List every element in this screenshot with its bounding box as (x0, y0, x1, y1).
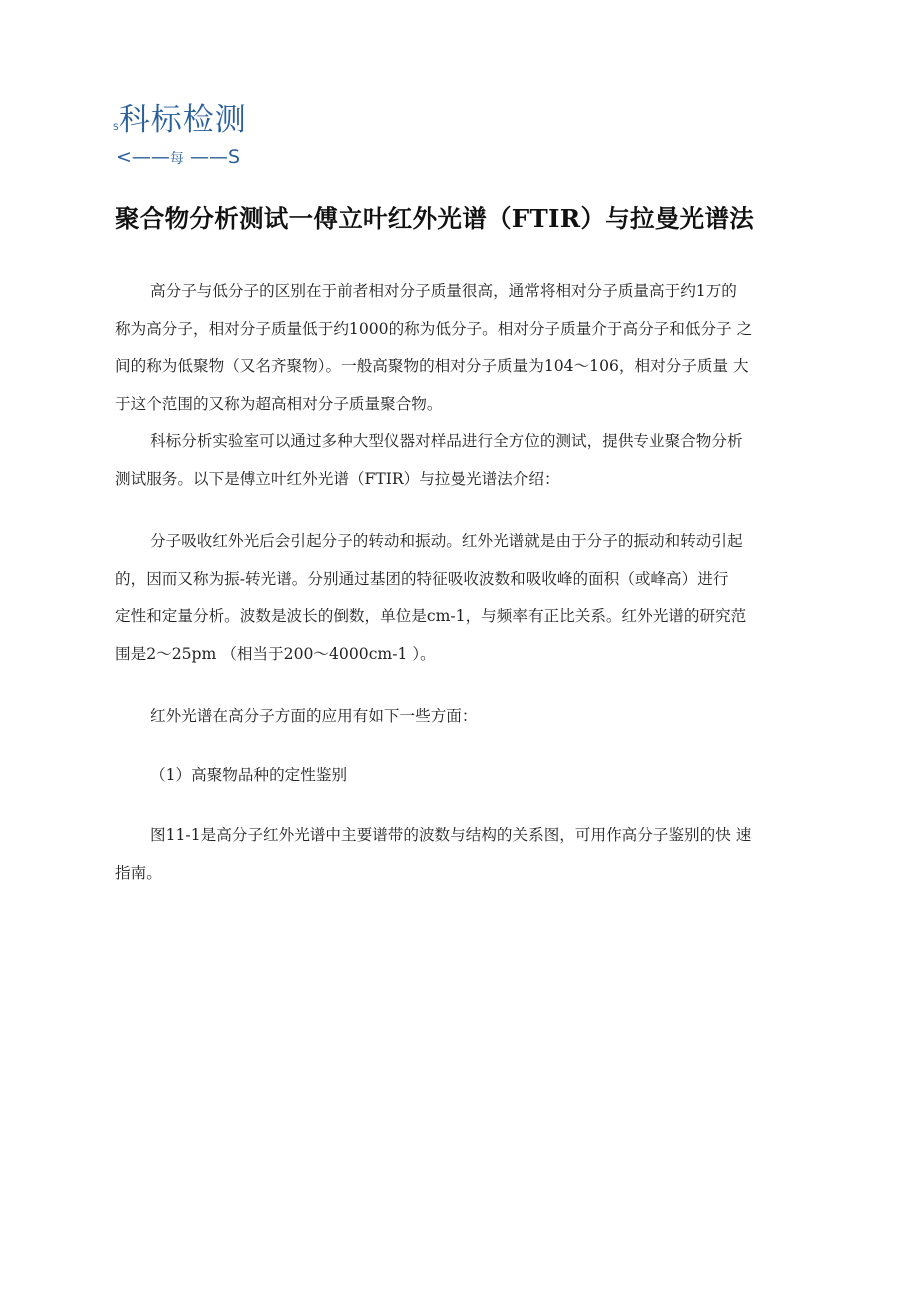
subline-left: <—— (116, 146, 170, 168)
paragraph-1 (115, 273, 835, 423)
paragraph-2 (115, 423, 835, 498)
text-line: 红外光谱在高分子方面的应用有如下一些方面： (150, 707, 478, 725)
text-line: 高分子与低分子的区别在于前者相对分子质量很高，通常将相对分子质量高于约1万的 (150, 282, 737, 300)
text-line: （1）高聚物品种的定性鉴别 (150, 766, 348, 784)
paragraph-3 (115, 523, 835, 673)
paragraph-5 (115, 757, 835, 795)
subline-right: ——S (183, 146, 241, 168)
text-line: 分子吸收红外光后会引起分子的转动和振动。红外光谱就是由于分子的振动和转动引起 (150, 532, 743, 550)
text-line: 定性和定量分析。波数是波长的倒数，单位是cm-1，与频率有正比关系。红外光谱的研究范 (115, 607, 747, 625)
logo-subline (116, 146, 240, 168)
logo (113, 94, 247, 139)
text-line: 称为高分子，相对分子质量低于约1000的称为低分子。相对分子质量介于高分子和低分子 之 (115, 319, 753, 338)
text-line: 测试服务。以下是傅立叶红外光谱（FTIR）与拉曼光谱法介绍： (115, 469, 560, 488)
logo-text: 科标检测 (118, 102, 247, 138)
logo-small-letter: S (113, 123, 119, 133)
text-line: 图11-1是高分子红外光谱中主要谱带的波数与结构的关系图，可用作高分子鉴别的快 速 (150, 826, 752, 844)
subline-mid: 每 (169, 151, 184, 167)
text-line: 间的称为低聚物（又名齐聚物）。一般高聚物的相对分子质量为104〜106，相对分子质量 大 (115, 357, 749, 375)
document-title: 聚合物分析测试一傅立叶红外光谱（FTIR）与拉曼光谱法 (115, 204, 755, 233)
paragraph-4 (115, 698, 835, 736)
text-line: 科标分析实验室可以通过多种大型仪器对样品进行全方位的测试，提供专业聚合物分析 (150, 432, 743, 450)
text-line: 围是2〜25pm （相当于200〜4000cm-1 ）。 (115, 644, 436, 663)
text-line: 指南。 (115, 863, 162, 882)
text-line: 的，因而又称为振-转光谱。分别通过基团的特征吸收波数和吸收峰的面积（或峰高）进行 (115, 569, 729, 588)
paragraph-6 (115, 817, 835, 892)
text-line: 于这个范围的又称为超高相对分子质量聚合物。 (115, 394, 443, 413)
